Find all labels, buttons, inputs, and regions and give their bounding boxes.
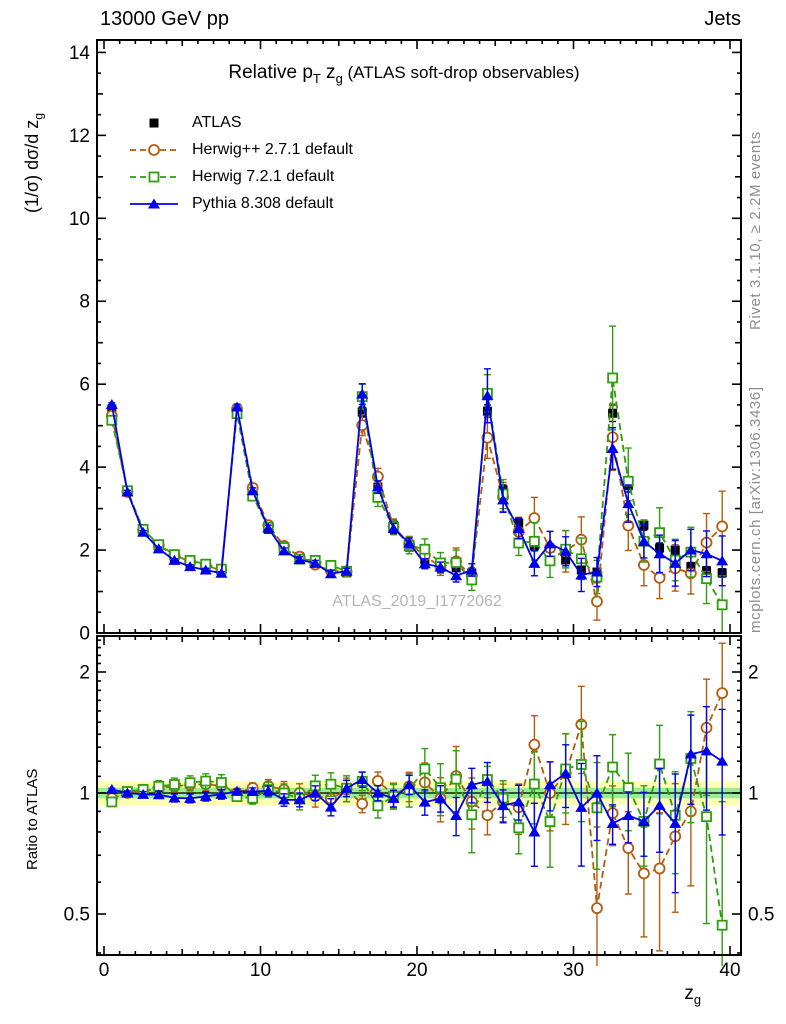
- legend-marker-atlas: [128, 114, 180, 132]
- svg-text:4: 4: [79, 457, 90, 479]
- svg-text:40: 40: [719, 960, 741, 981]
- legend-item-pythia: [128, 190, 353, 217]
- legend-item-herwigpp: [128, 136, 353, 163]
- svg-text:0: 0: [79, 623, 90, 645]
- svg-text:2: 2: [748, 662, 759, 684]
- header-process: Jets: [704, 8, 741, 30]
- svg-text:8: 8: [79, 291, 90, 313]
- svg-text:20: 20: [406, 960, 428, 981]
- x-axis-label-text: z: [684, 983, 694, 1004]
- svg-text:30: 30: [562, 960, 585, 981]
- y-axis-label-text: (1/σ) dσ/d z: [22, 119, 42, 213]
- title-obs: z: [320, 62, 336, 83]
- y-axis-label-ratio: Ratio to ATLAS: [24, 768, 41, 870]
- svg-text:14: 14: [68, 42, 90, 64]
- legend-label-herwig7: Herwig 7.2.1 default: [192, 167, 335, 185]
- legend-item-atlas: [128, 109, 353, 136]
- y-axis-label-sub: g: [31, 112, 46, 120]
- series-herwig-2-7-1-default-main: [107, 404, 727, 620]
- title-text: Relative p: [228, 62, 313, 83]
- legend-marker-herwigpp: [128, 141, 180, 159]
- header-beam-energy: 13000 GeV pp: [100, 8, 229, 30]
- legend-item-herwig7: [128, 163, 353, 190]
- svg-text:12: 12: [68, 125, 90, 147]
- title-sub-pt: T: [312, 70, 321, 86]
- x-axis-label: [97, 983, 711, 1007]
- svg-text:0: 0: [98, 960, 110, 981]
- legend-label-herwigpp: Herwig++ 2.7.1 default: [192, 140, 353, 158]
- legend-marker-pythia: [128, 195, 180, 213]
- title-suffix: (ATLAS soft-drop observables): [342, 63, 580, 82]
- watermark: ATLAS_2019_I1772062: [332, 593, 502, 610]
- series-herwig-7-2-1-default-main: [107, 326, 726, 633]
- series-pythia-8-308-default-main: [106, 369, 728, 592]
- svg-text:2: 2: [79, 662, 90, 684]
- side-note-mcplots: mcplots.cern.ch [arXiv:1306.3436]: [747, 386, 764, 633]
- svg-text:6: 6: [79, 374, 90, 396]
- y-axis-label-main: [22, 113, 46, 213]
- x-axis-label-sub: g: [693, 991, 701, 1007]
- svg-text:0.5: 0.5: [63, 904, 90, 926]
- side-note-rivet: Rivet 3.1.10, ≥ 2.2M events: [747, 131, 764, 330]
- svg-text:0.5: 0.5: [748, 904, 775, 926]
- legend: [128, 109, 353, 217]
- svg-text:10: 10: [68, 208, 90, 230]
- svg-text:10: 10: [249, 960, 272, 981]
- svg-text:1: 1: [79, 783, 90, 805]
- legend-label-pythia: Pythia 8.308 default: [192, 194, 334, 212]
- svg-text:2: 2: [79, 540, 90, 562]
- series-atlas-main: [107, 405, 726, 578]
- legend-marker-herwig7: [128, 168, 180, 186]
- svg-text:1: 1: [748, 783, 759, 805]
- plot-title: [97, 62, 711, 86]
- legend-label-atlas: ATLAS: [192, 113, 242, 131]
- title-sub-zg: g: [335, 70, 343, 86]
